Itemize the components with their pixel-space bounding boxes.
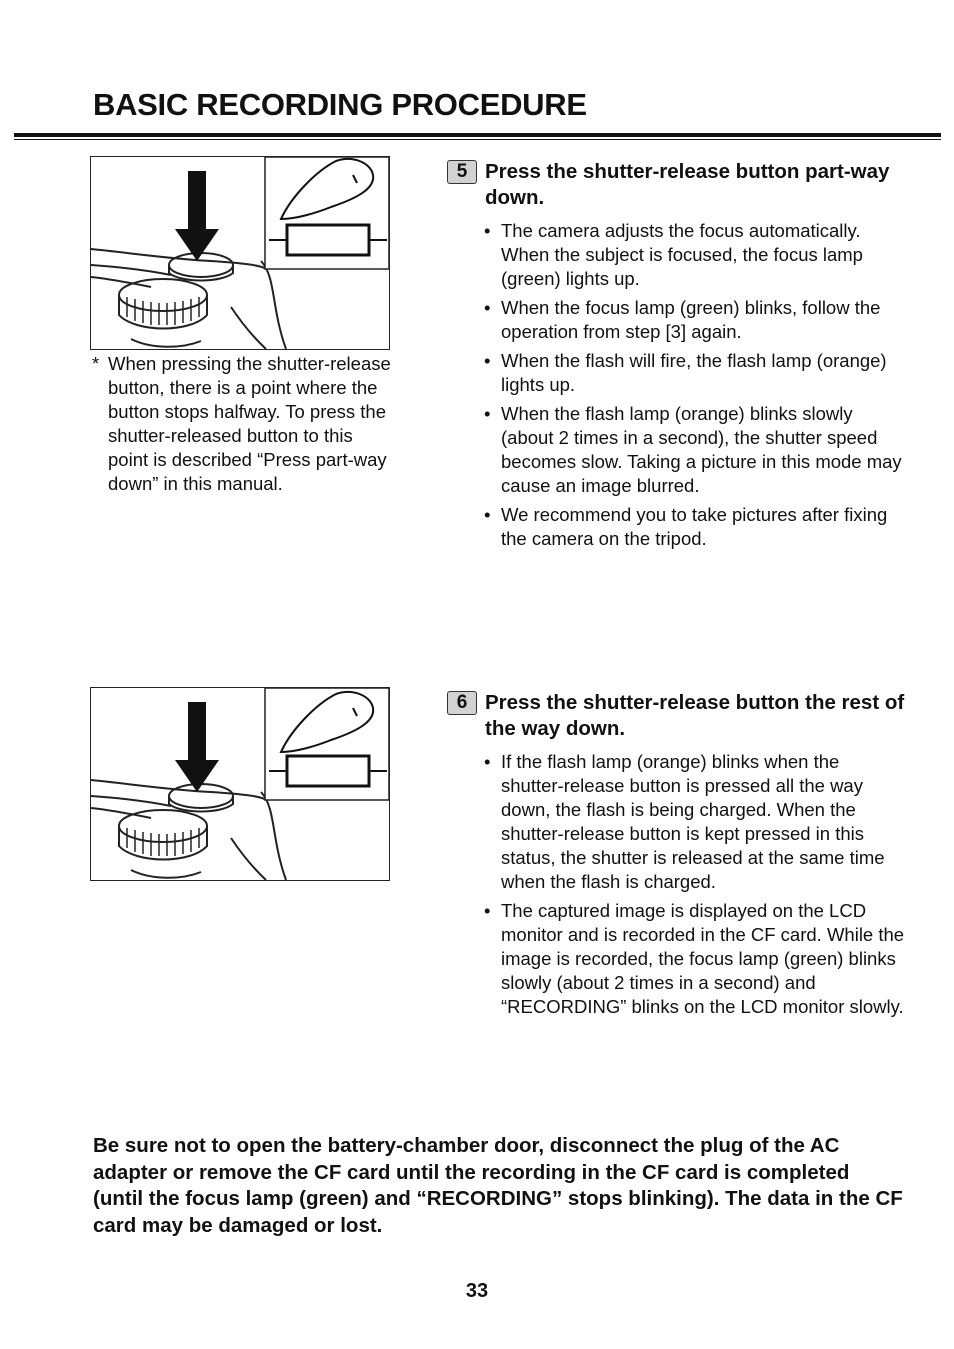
footnote-asterisk: * xyxy=(92,353,100,374)
step-5-bullet: • The camera adjusts the focus automatically. When the subject is focused, the focus lamp (green) lights up. xyxy=(501,219,907,291)
page-number: 33 xyxy=(465,1280,489,1302)
half-press-footnote xyxy=(92,352,392,496)
step-5-bullet: • When the focus lamp (green) blinks, follow the operation from step [3] again. xyxy=(501,296,907,344)
step-6-header xyxy=(447,690,907,742)
step-6-heading: Press the shutter-release button the rest of the way down. xyxy=(485,691,905,740)
data-loss-warning: Be sure not to open the battery-chamber door, disconnect the plug of the AC adapter or remove the CF card until the recording in the CF card is completed (until the focus lamp (green) and “RECORDING” stops blinking). The data in the CF card may be damaged or lost. xyxy=(93,1134,903,1237)
shutter-full-press-figure xyxy=(90,687,390,881)
step-5-bullet: • We recommend you to take pictures after fixing the camera on the tripod. xyxy=(501,503,907,551)
step-5-bullet: • When the flash will fire, the flash lamp (orange) lights up. xyxy=(501,349,907,397)
step-5-number-badge: 5 xyxy=(447,160,477,184)
page-title: BASIC RECORDING PROCEDURE xyxy=(93,87,587,122)
shutter-half-press-illustration xyxy=(91,157,389,349)
step-6 xyxy=(447,690,907,1024)
shutter-full-press-illustration xyxy=(91,688,389,880)
step-6-number-badge: 6 xyxy=(447,691,477,715)
header-rule-thick xyxy=(14,133,941,137)
shutter-half-press-figure xyxy=(90,156,390,350)
step-5-heading: Press the shutter-release button part-way down. xyxy=(485,160,890,209)
step-5-header xyxy=(447,159,907,211)
step-6-bullet-list xyxy=(447,750,907,1019)
footnote-text: When pressing the shutter-release button, there is a point where the button stops halfway. To press the shutter-released button to this point is described “Press part-way down” in this manual. xyxy=(108,353,391,494)
step-6-bullet: • The captured image is displayed on the LCD monitor and is recorded in the CF card. While the image is recorded, the focus lamp (green) blinks slowly (about 2 times in a second) and “RECORDING” blinks on the LCD monitor slowly. xyxy=(501,899,907,1019)
step-5 xyxy=(447,159,907,556)
step-5-bullet-list xyxy=(447,219,907,551)
header-rule-thin xyxy=(14,139,941,140)
step-6-bullet: • If the flash lamp (orange) blinks when the shutter-release button is pressed all the way down, the flash is being charged. When the shutter-release button is kept pressed in this status, the shutter is released at the same time when the flash is charged. xyxy=(501,750,907,894)
step-5-bullet: • When the flash lamp (orange) blinks slowly (about 2 times in a second), the shutter speed becomes slow. Taking a picture in this mode may cause an image blurred. xyxy=(501,402,907,498)
